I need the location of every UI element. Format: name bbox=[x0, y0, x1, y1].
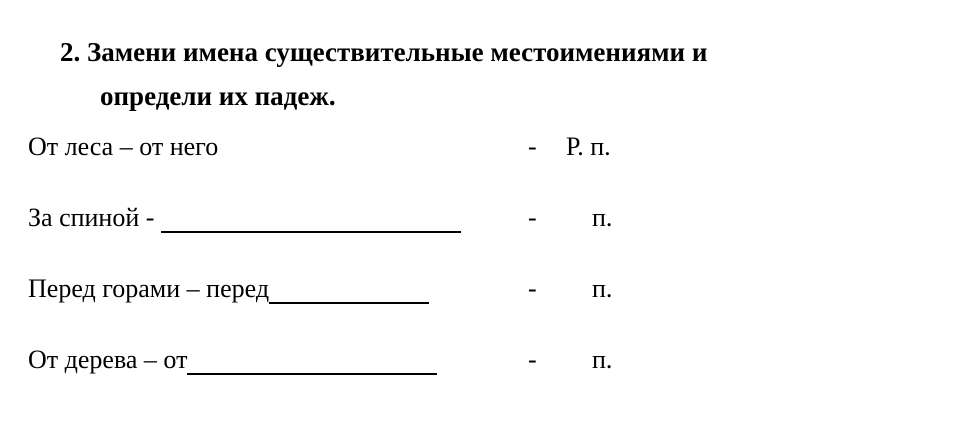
answer-blank[interactable] bbox=[187, 351, 437, 375]
row-phrase: За спиной - bbox=[28, 203, 161, 232]
answer-row bbox=[28, 345, 953, 416]
answer-blank[interactable] bbox=[161, 209, 461, 233]
row-dash: - bbox=[528, 132, 537, 161]
row-text bbox=[28, 345, 528, 375]
answer-blank[interactable] bbox=[269, 280, 429, 304]
row-case-label: п. bbox=[592, 345, 613, 374]
row-dash: - bbox=[528, 345, 537, 374]
row-text bbox=[28, 203, 528, 233]
row-phrase: От дерева – от bbox=[28, 345, 188, 374]
answer-row bbox=[28, 274, 953, 345]
answer-row bbox=[28, 132, 953, 203]
row-case-label: п. bbox=[592, 274, 613, 303]
row-phrase: Перед горами – перед bbox=[28, 274, 270, 303]
row-case-label: Р. п. bbox=[566, 132, 611, 161]
answer-rows bbox=[0, 132, 953, 416]
row-case-label: п. bbox=[592, 203, 613, 232]
task-title-line-2: определи их падеж. bbox=[100, 81, 336, 111]
row-phrase: От леса – от него bbox=[28, 132, 219, 161]
answer-row bbox=[28, 203, 953, 274]
row-dash: - bbox=[528, 274, 537, 303]
row-dash: - bbox=[528, 203, 537, 232]
task-title bbox=[0, 0, 953, 118]
row-text bbox=[28, 132, 528, 162]
row-text bbox=[28, 274, 528, 304]
task-title-line-1: 2. Замени имена существительные местоимениями и bbox=[60, 37, 708, 67]
